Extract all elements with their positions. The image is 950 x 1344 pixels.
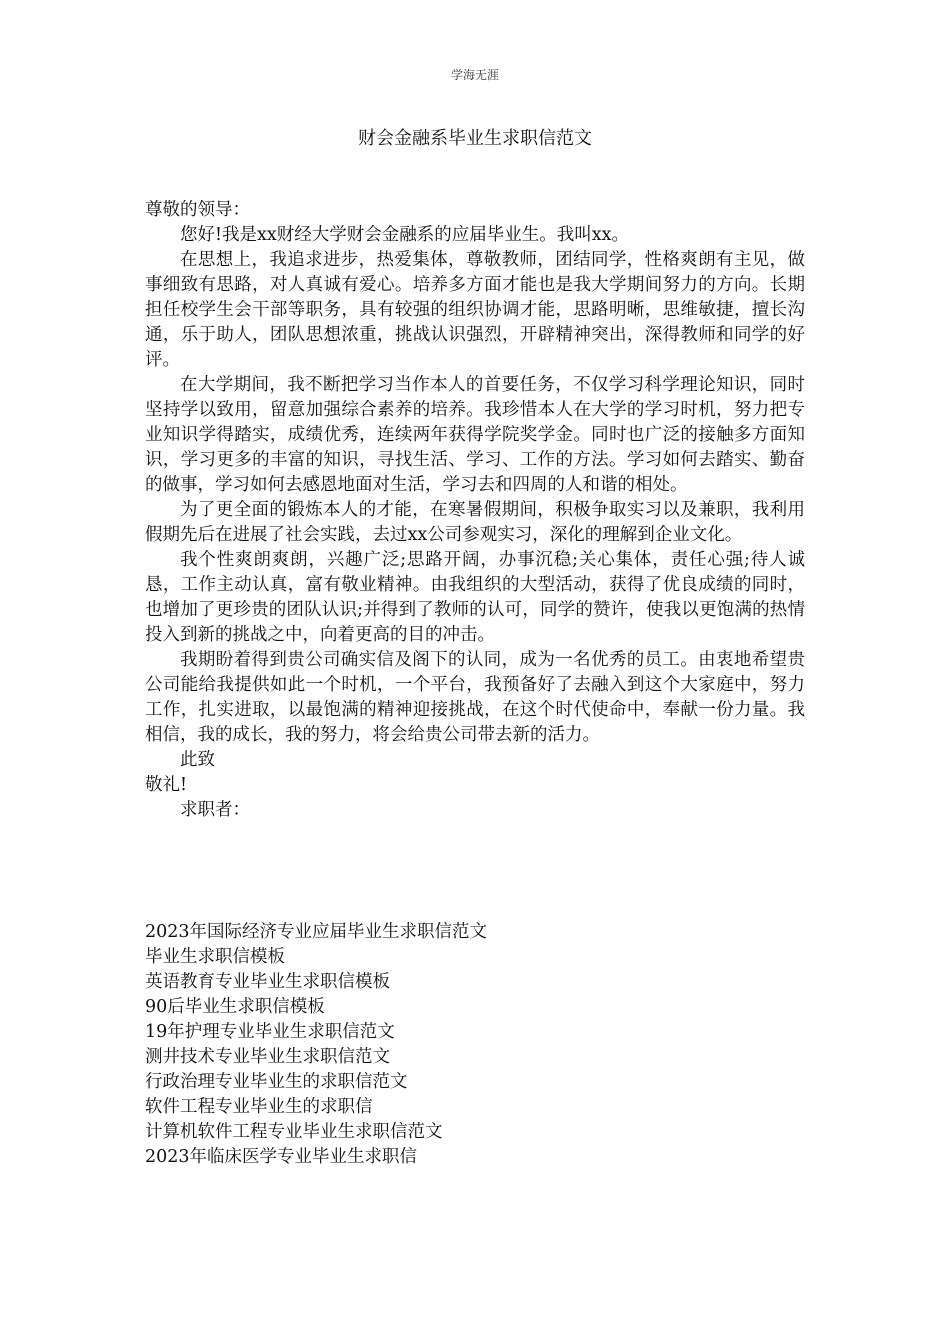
closing-jing-li: 敬礼! [145,775,188,795]
related-link[interactable]: 90后毕业生求职信模板 [145,997,325,1017]
related-link[interactable]: 行政治理专业毕业生的求职信范文 [145,1072,408,1092]
document-title: 财会金融系毕业生求职信范文 [358,128,592,149]
salutation: 尊敬的领导： [145,200,250,220]
paragraph-personality: 我个性爽朗爽朗，兴趣广泛;思路开阔，办事沉稳;关心集体，责任心强;待人诚恳，工作主动认真，富有敬业精神。由我组织的大型活动，获得了优良成绩的同时，也增加了更珍贵的团队认识;并得到了教师的认可，同学的赞许，使我以更饱满的热情投入到新的挑战之中，向着更高的目的冲击。 [145,550,805,645]
related-link[interactable]: 英语教育专业毕业生求职信模板 [145,972,390,992]
related-link[interactable]: 19年护理专业毕业生求职信范文 [145,1022,395,1042]
paragraph-hope: 我期盼着得到贵公司确实信及阁下的认同，成为一名优秀的员工。由衷地希望贵公司能给我提供如此一个时机，一个平台，我预备好了去融入到这个大家庭中，努力工作，扎实进取，以最饱满的精神迎接挑战，在这个时代使命中，奉献一份力量。我相信，我的成长，我的努力，将会给贵公司带去新的活力。 [145,650,805,745]
related-link[interactable]: 2023年国际经济专业应届毕业生求职信范文 [145,922,488,942]
paragraph-greeting: 您好!我是xx财经大学财会金融系的应届毕业生。我叫xx。 [180,225,630,245]
related-link[interactable]: 毕业生求职信模板 [145,947,285,967]
page-header: 学海无涯 [450,68,499,82]
related-links-list [145,920,805,1170]
signature: 求职者： [180,800,250,820]
related-link[interactable]: 2023年临床医学专业毕业生求职信 [145,1147,418,1167]
related-link[interactable]: 软件工程专业毕业生的求职信 [145,1097,373,1117]
paragraph-character: 在思想上，我追求进步，热爱集体，尊敬教师，团结同学，性格爽朗有主见，做事细致有思路，对人真诚有爱心。培养多方面才能也是我大学期间努力的方向。长期担任校学生会干部等职务，具有较强的组织协调才能，思路明晰，思维敏捷，擅长沟通，乐于助人，团队思想浓重，挑战认识强烈，开辟精神突出，深得教师和同学的好评。 [145,250,805,370]
related-link[interactable]: 测井技术专业毕业生求职信范文 [145,1047,390,1067]
related-link[interactable]: 计算机软件工程专业毕业生求职信范文 [145,1122,443,1142]
paragraph-study: 在大学期间，我不断把学习当作本人的首要任务，不仅学习科学理论知识，同时坚持学以致用，留意加强综合素养的培养。我珍惜本人在大学的学习时机，努力把专业知识学得踏实，成绩优秀，连续两年获得学院奖学金。同时也广泛的接触多方面知识，学习更多的丰富的知识，寻找生活、学习、工作的方法。学习如何去踏实、勤奋的做事，学习如何去感恩地面对生活，学习去和四周的人和谐的相处。 [145,375,805,495]
letter-body [145,198,805,823]
closing-ci-zhi: 此致 [180,750,215,770]
paragraph-practice: 为了更全面的锻炼本人的才能，在寒暑假期间，积极争取实习以及兼职，我利用假期先后在进展了社会实践，去过xx公司参观实习，深化的理解到企业文化。 [145,500,805,545]
